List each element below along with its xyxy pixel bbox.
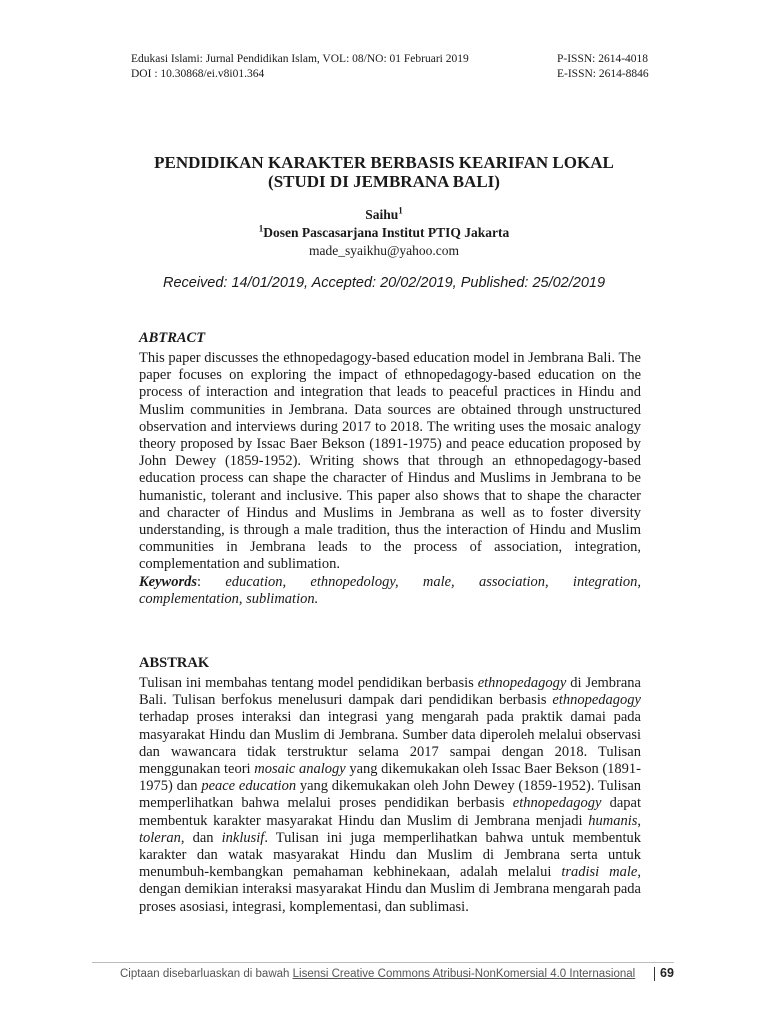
- abstrak-segment: toleran: [139, 829, 181, 846]
- footer-divider: [92, 962, 674, 963]
- title-line-1: PENDIDIKAN KARAKTER BERBASIS KEARIFAN LOKAL: [154, 153, 614, 172]
- license-text: Ciptaan disebarluaskan di bawah: [120, 968, 293, 980]
- page-number: [654, 966, 674, 981]
- affiliation-text: Dosen Pascasarjana Institut PTIQ Jakarta: [263, 225, 510, 240]
- abstrak-segment: ethnopedagogy: [512, 795, 602, 812]
- p-issn: P-ISSN: 2614-4018: [557, 53, 649, 65]
- abstract-body: [139, 350, 641, 608]
- keywords-sep: :: [197, 573, 202, 590]
- paper-title: [0, 153, 768, 191]
- abstrak-segment: humanis: [588, 812, 638, 829]
- license-footer: [120, 968, 635, 980]
- doi: DOI : 10.30868/ei.v8i01.364: [131, 68, 265, 80]
- author-affiliation: [0, 224, 768, 241]
- abstrak-heading: ABSTRAK: [139, 655, 210, 671]
- issn-block: [557, 52, 649, 82]
- author-name-text: Saihu: [365, 207, 399, 222]
- abstrak-segment: yang dikemukakan oleh John Dewey (1859-1952). Tulisan memperlihatkan bahwa melalui proses pendidikan berbasis: [139, 778, 642, 812]
- keywords: [139, 574, 641, 608]
- keywords-label: Keywords: [139, 573, 197, 590]
- abstrak-segment: terhadap proses interaksi dan integrasi yang mengarah pada praktik damai pada masyarakat Hindu dan Muslim di Jembrana. Sumber data diperoleh melalui observasi dan wawancara tidak terstruktur selama 2017 sampai dengan 2018. Tulisan menggunakan teori: [139, 709, 641, 778]
- page-number-text: 69: [660, 966, 674, 980]
- abstrak-segment: dapat membentuk karakter masyarakat Hindu dan Muslim di Jembrana menjadi: [139, 795, 641, 829]
- keywords-list: education, ethnopedology, male, association, integration, complementation, sublimation: [139, 573, 641, 607]
- abstrak-segment: mosaic analogy: [254, 761, 346, 778]
- journal-header: [131, 52, 469, 82]
- author-name: [0, 206, 768, 223]
- abstrak-segment: peace education: [201, 778, 297, 795]
- abstract-heading: ABTRACT: [139, 330, 206, 346]
- e-issn: E-ISSN: 2614-8846: [557, 68, 649, 80]
- title-line-2: (STUDI DI JEMBRANA BALI): [268, 172, 500, 191]
- abstrak-segment: Tulisan ini membahas tentang model pendidikan berbasis: [139, 675, 478, 691]
- affiliation-sup: 1: [258, 223, 264, 234]
- keywords-end: .: [314, 590, 319, 607]
- abstrak-segment: ,: [637, 812, 641, 829]
- abstrak-segment: , dan: [180, 829, 222, 846]
- journal-name: Edukasi Islami: Jurnal Pendidikan Islam, VOL: 08/NO: 01 Februari 2019: [131, 53, 469, 65]
- abstrak-segment: tradisi male: [561, 864, 638, 881]
- abstrak-text: [139, 675, 641, 916]
- abstrak-segment: yang dikemukakan oleh Issac Baer Bekson (1891-1975) dan: [139, 761, 642, 795]
- abstrak-segment: . Tulisan ini juga memperlihatkan bahwa untuk membentuk karakter dan watak masyarakat Hindu dan Muslim di Jembrana serta untuk menumbuh-kembangkan pemahaman kebhinekaan, adalah melalui: [139, 829, 641, 881]
- abstrak-segment: , dengan demikian interaksi masyarakat Hindu dan Muslim di Jembrana mengarah pada proses asosiasi, integrasi, komplementasi, dan sublimasi.: [139, 864, 641, 915]
- abstract-text: This paper discusses the ethnopedagogy-based education model in Jembrana Bali. The paper focuses on exploring the impact of ethnopedagogy-based education on the process of interaction and integration that leads to peaceful practices in Hindu and Muslim communities in Jembrana. Data sources are obtained through unstructured observation and interviews during 2017 to 2018. The writing uses the mosaic analogy theory proposed by Issac Baer Bekson (1891-1975) and peace education proposed by John Dewey (1859-1952). Writing shows that through an ethnopedagogy-based education process can shape the character of Hindus and Muslims in Jembrana to be humanistic, tolerant and inclusive. This paper also shows that to shape the character and character of Hindus and Muslims in Jembrana as well as to foster diversity understanding, is through a male tradition, thus the interaction of Hindu and Muslim communities in Jembrana leads to the process of association, integration, complementation and sublimation.: [139, 350, 641, 573]
- abstrak-segment: di Jembrana Bali. Tulisan berfokus menelusuri dampak dari pendidikan berbasis: [139, 675, 641, 709]
- license-link[interactable]: Lisensi Creative Commons Atribusi-NonKomersial 4.0 Internasional: [292, 968, 636, 980]
- abstrak-segment: inklusif: [221, 829, 265, 846]
- abstrak-segment: ethnopedagogy: [552, 692, 641, 709]
- abstrak-segment: ethnopedagogy: [477, 675, 567, 691]
- publication-dates: Received: 14/01/2019, Accepted: 20/02/2019, Published: 25/02/2019: [162, 275, 606, 291]
- author-email: made_syaikhu@yahoo.com: [308, 243, 460, 258]
- abstrak-body: [139, 675, 641, 916]
- author-sup: 1: [398, 205, 403, 216]
- page-separator: [654, 967, 655, 981]
